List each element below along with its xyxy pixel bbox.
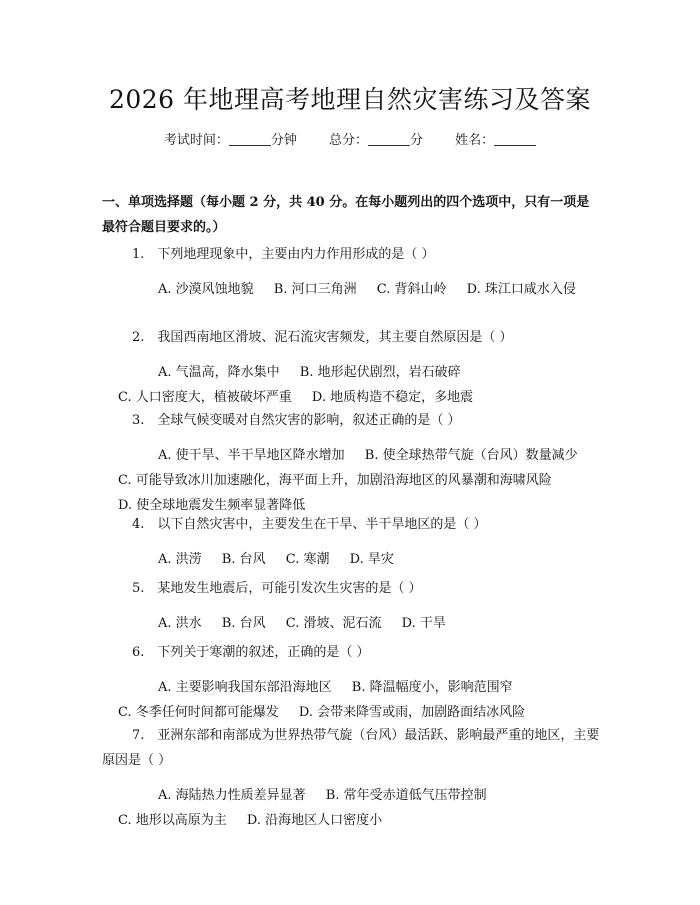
exam-time-label: 考试时间： [163, 133, 229, 148]
option-b: B. 使全球热带气旋（台风）数量减少 [364, 448, 578, 463]
question-options [102, 611, 602, 636]
option-d: D. 干旱 [401, 616, 446, 631]
option-c: C. 冬季任何时间都可能爆发 [118, 705, 279, 720]
question-item [102, 242, 602, 302]
option-d: D. 会带来降雪或雨，加剧路面结冰风险 [298, 705, 526, 720]
option-a: A. 沙漠风蚀地貌 [158, 282, 254, 297]
student-name-blank [494, 131, 536, 146]
total-score-field [329, 130, 423, 152]
exam-time-field [164, 130, 297, 152]
exam-time-blank [229, 131, 271, 146]
question-options [102, 783, 602, 833]
option-b: B. 常年受赤道低气压带控制 [325, 788, 487, 803]
option-d: D. 旱灾 [349, 552, 394, 567]
question-options [102, 360, 602, 410]
question-options [102, 675, 602, 725]
question-stem: 2. 我国西南地区滑坡、泥石流灾害频发，其主要自然原因是（ ） [132, 330, 513, 345]
student-name-field [455, 130, 536, 152]
option-b: B. 台风 [221, 616, 266, 631]
question-item [102, 723, 602, 833]
exam-info-line [0, 130, 700, 152]
question-stem: 6. 下列关于寒潮的叙述，正确的是（ ） [132, 645, 370, 660]
option-a: A. 洪水 [158, 616, 202, 631]
option-d: D. 地质构造不稳定，多地震 [311, 390, 474, 405]
question-stem: 1. 下列地理现象中，主要由内力作用形成的是（ ） [132, 247, 435, 262]
option-a: A. 海陆热力性质差异显著 [158, 788, 306, 803]
option-a: A. 使干旱、半干旱地区降水增加 [158, 448, 345, 463]
option-b: B. 台风 [221, 552, 266, 567]
question-item [102, 408, 602, 518]
question-item [102, 640, 602, 725]
option-b: B. 地形起伏剧烈，岩石破碎 [299, 365, 461, 380]
question-item [102, 512, 602, 572]
question-stem: 5. 某地发生地震后，可能引发次生灾害的是（ ） [132, 581, 422, 596]
exam-time-unit: 分钟 [270, 133, 297, 148]
option-c: C. 人口密度大，植被破坏严重 [118, 390, 292, 405]
option-c: C. 滑坡、泥石流 [285, 616, 382, 631]
option-d: D. 使全球地震发生频率显著降低 [118, 498, 306, 513]
option-c: C. 寒潮 [285, 552, 330, 567]
question-item [102, 576, 602, 636]
option-b: B. 降温幅度小，影响范围窄 [351, 680, 513, 695]
question-stem: 4. 以下自然灾害中，主要发生在干旱、半干旱地区的是（ ） [132, 517, 487, 532]
total-score-unit: 分 [410, 133, 424, 148]
option-d: D. 沿海地区人口密度小 [246, 813, 383, 828]
question-options [102, 547, 602, 572]
option-b: B. 河口三角洲 [273, 282, 357, 297]
question-stem: 3. 全球气候变暖对自然灾害的影响，叙述正确的是（ ） [132, 413, 461, 428]
option-c: C. 背斜山岭 [376, 282, 447, 297]
student-name-label: 姓名： [455, 133, 495, 148]
question-options [102, 443, 602, 518]
option-d: D. 珠江口咸水入侵 [466, 282, 576, 297]
option-a: A. 洪涝 [158, 552, 202, 567]
question-item [102, 325, 602, 410]
option-c: C. 可能导致冰川加速融化，海平面上升，加剧沿海地区的风暴潮和海啸风险 [118, 473, 552, 488]
option-a: A. 气温高，降水集中 [158, 365, 280, 380]
section-heading: 一、单项选择题（每小题 2 分，共 40 分。在每小题列出的四个选项中，只有一项是最符合题目要求的。） [102, 195, 590, 235]
question-options [102, 277, 602, 302]
option-c: C. 地形以高原为主 [118, 813, 227, 828]
option-a: A. 主要影响我国东部沿海地区 [158, 680, 332, 695]
total-score-blank [368, 131, 410, 146]
page-title: 2026 年地理高考地理自然灾害练习及答案 [108, 85, 592, 114]
total-score-label: 总分： [328, 133, 368, 148]
question-stem: 7. 亚洲东部和南部成为世界热带气旋（台风）最活跃、影响最严重的地区，主要原因是（ ） [102, 728, 600, 768]
